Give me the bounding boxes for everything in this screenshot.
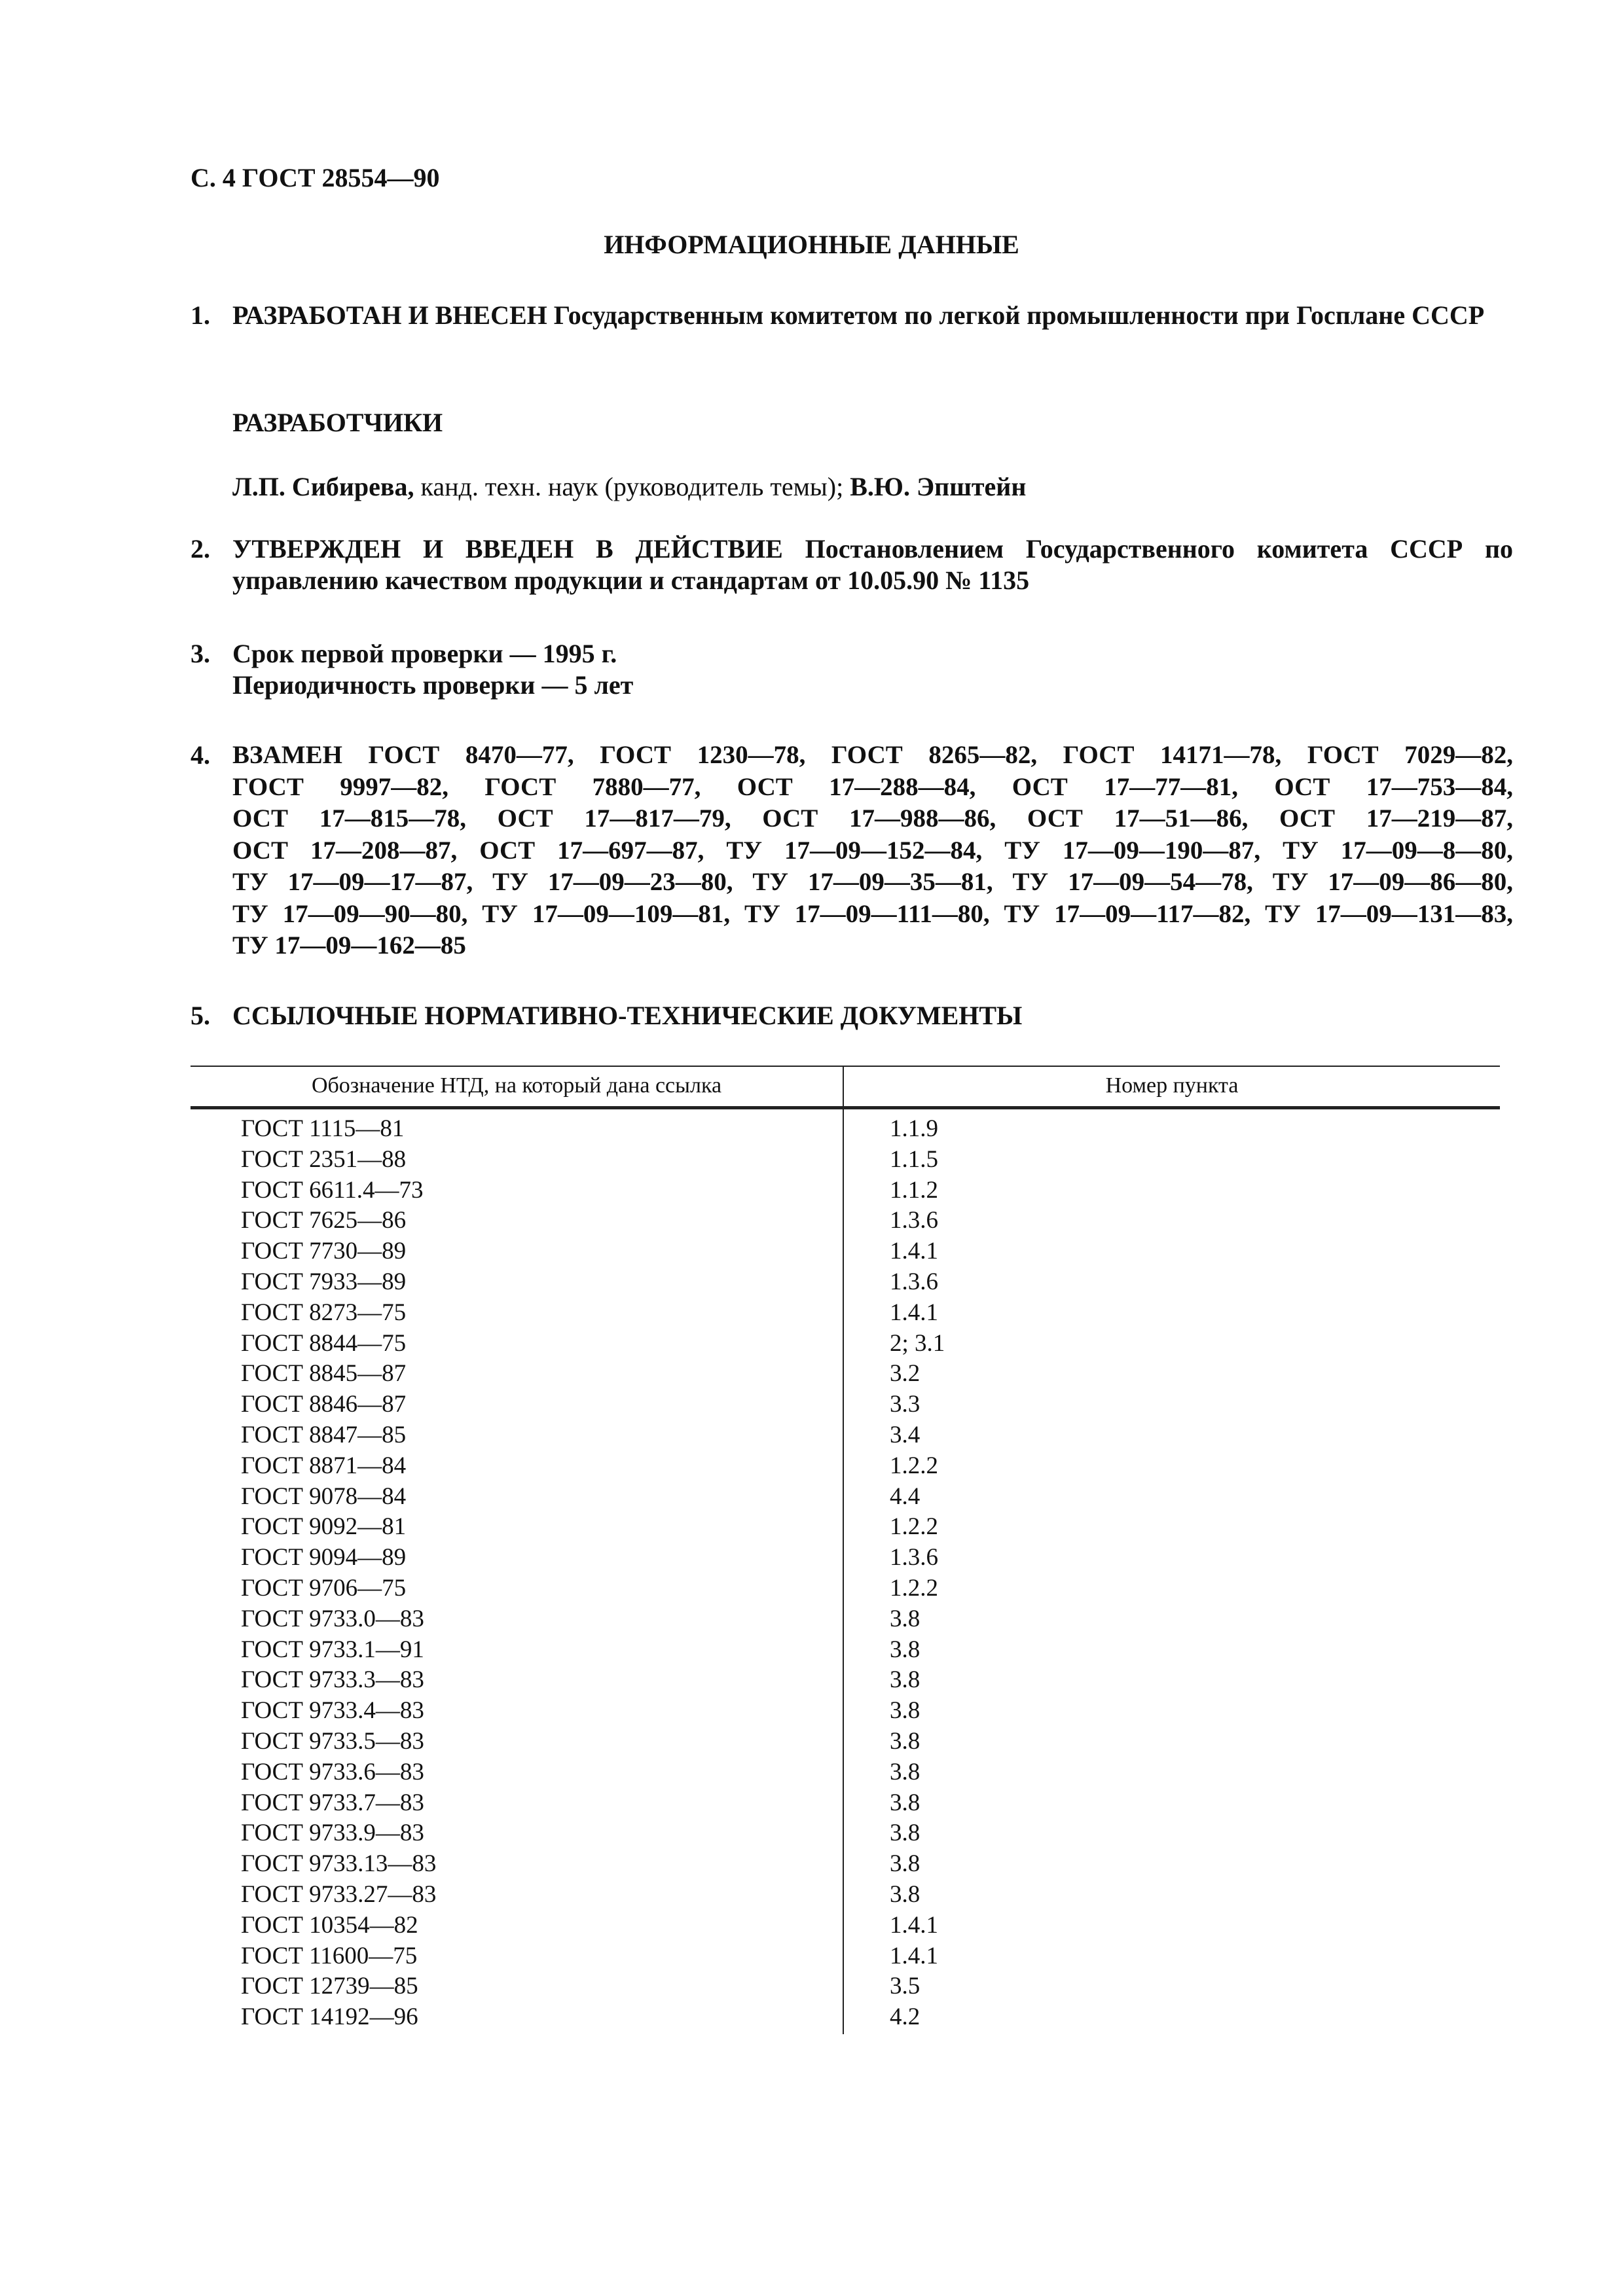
document-designation: ГОСТ 9733.4—83 <box>241 1697 424 1725</box>
clause-number: 3.3 <box>890 1391 921 1418</box>
table-row <box>191 1206 1500 1237</box>
table-row <box>191 1789 1500 1820</box>
clause-number: 1.1.2 <box>890 1176 938 1204</box>
item-3-line-2: Периодичность проверки — 5 лет <box>232 670 634 700</box>
item-1-bold: РАЗРАБОТАН И ВНЕСЕН <box>232 300 547 330</box>
item-4-number: 4. <box>191 740 210 770</box>
document-designation: ГОСТ 9733.9—83 <box>241 1820 424 1847</box>
document-designation: ГОСТ 2351—88 <box>241 1145 407 1173</box>
clause-number: 3.8 <box>890 1605 921 1632</box>
document-designation: ГОСТ 8871—84 <box>241 1452 407 1479</box>
clause-number: 1.2.2 <box>890 1513 938 1541</box>
table-row <box>191 1452 1500 1482</box>
table-row <box>191 1299 1500 1329</box>
item-4-line: ГОСТ 9997—82, ГОСТ 7880—77, ОСТ 17—288—84, ОСТ 17—77—81, ОСТ 17—753—84, <box>232 772 1513 801</box>
table-row <box>191 1421 1500 1452</box>
table-row <box>191 1574 1500 1605</box>
document-designation: ГОСТ 7730—89 <box>241 1238 407 1265</box>
clause-number: 3.8 <box>890 1789 921 1816</box>
document-designation: ГОСТ 14192—96 <box>241 2003 418 2031</box>
developer-2: В.Ю. Эпштейн <box>850 472 1027 501</box>
document-designation: ГОСТ 9733.7—83 <box>241 1789 424 1816</box>
item-1-body <box>232 300 1513 331</box>
document-designation: ГОСТ 9092—81 <box>241 1513 407 1541</box>
table-row <box>191 1972 1500 2003</box>
item-4-line: ВЗАМЕН ГОСТ 8470—77, ГОСТ 1230—78, ГОСТ 8265—82, ГОСТ 14171—78, ГОСТ 7029—82, <box>232 741 1513 769</box>
table-row <box>191 2003 1500 2034</box>
table-row <box>191 1145 1500 1176</box>
item-3-number: 3. <box>191 639 210 668</box>
item-4-line: ТУ 17—09—162—85 <box>232 931 466 960</box>
clause-number: 3.2 <box>890 1360 921 1388</box>
document-designation: ГОСТ 8844—75 <box>241 1329 407 1357</box>
clause-number: 1.4.1 <box>890 1942 938 1969</box>
document-designation: ГОСТ 9094—89 <box>241 1544 407 1571</box>
document-designation: ГОСТ 9733.0—83 <box>241 1605 424 1632</box>
table-row <box>191 1727 1500 1758</box>
clause-number: 3.5 <box>890 1973 921 2000</box>
table-row <box>191 1880 1500 1911</box>
table-row <box>191 1605 1500 1636</box>
item-5-number: 5. <box>191 1001 210 1030</box>
clause-number: 3.8 <box>890 1758 921 1785</box>
document-designation: ГОСТ 8845—87 <box>241 1360 407 1388</box>
document-title: ИНФОРМАЦИОННЫЕ ДАННЫЕ <box>604 230 1019 259</box>
clause-number: 3.8 <box>890 1880 921 1908</box>
item-4-line: ОСТ 17—815—78, ОСТ 17—817—79, ОСТ 17—988—86, ОСТ 17—51—86, ОСТ 17—219—87, <box>232 804 1513 833</box>
item-2 <box>191 533 1513 596</box>
document-designation: ГОСТ 6611.4—73 <box>241 1176 424 1204</box>
document-designation: ГОСТ 9733.1—91 <box>241 1636 424 1663</box>
document-designation: ГОСТ 9733.6—83 <box>241 1758 424 1785</box>
clause-number: 1.1.5 <box>890 1145 938 1173</box>
document-designation: ГОСТ 9733.27—83 <box>241 1880 437 1908</box>
clause-number: 1.2.2 <box>890 1574 938 1602</box>
item-2-bold: УТВЕРЖДЕН И ВВЕДЕН В ДЕЙСТВИЕ <box>232 534 783 564</box>
item-4 <box>191 740 1513 962</box>
document-designation: ГОСТ 1115—81 <box>241 1115 405 1142</box>
header-clause-number: Номер пункта <box>1105 1073 1239 1098</box>
developer-1-desc: канд. техн. наук (руководитель темы); <box>420 472 844 501</box>
clause-number: 1.4.1 <box>890 1299 938 1326</box>
clause-number: 1.2.2 <box>890 1452 938 1479</box>
document-designation: ГОСТ 8846—87 <box>241 1391 407 1418</box>
table-body <box>191 1109 1500 2034</box>
clause-number: 1.1.9 <box>890 1115 938 1142</box>
item-2-number: 2. <box>191 534 210 564</box>
table-header <box>191 1066 1500 1109</box>
clause-number: 2; 3.1 <box>890 1329 945 1357</box>
document-designation: ГОСТ 11600—75 <box>241 1942 418 1969</box>
table-row <box>191 1359 1500 1390</box>
item-1-number: 1. <box>191 300 210 330</box>
table-row <box>191 1543 1500 1574</box>
clause-number: 3.8 <box>890 1666 921 1694</box>
document-designation: ГОСТ 8273—75 <box>241 1299 407 1326</box>
clause-number: 4.2 <box>890 2003 921 2031</box>
table-row <box>191 1819 1500 1850</box>
table-row <box>191 1115 1500 1145</box>
item-2-body <box>232 533 1513 596</box>
table-row <box>191 1911 1500 1942</box>
item-2-text: Постановлением Государственного комитета СССР по управлению качеством продукции и стандартам от 10.05.90 № 1135 <box>232 534 1514 595</box>
document-designation: ГОСТ 7625—86 <box>241 1207 407 1234</box>
document-designation: ГОСТ 12739—85 <box>241 1973 418 2000</box>
table-row <box>191 1390 1500 1421</box>
document-designation: ГОСТ 9706—75 <box>241 1574 407 1602</box>
document-designation: ГОСТ 8847—85 <box>241 1421 407 1448</box>
table-row <box>191 1237 1500 1268</box>
item-4-line: ТУ 17—09—17—87, ТУ 17—09—23—80, ТУ 17—09—35—81, ТУ 17—09—54—78, ТУ 17—09—86—80, <box>232 868 1513 896</box>
table-row <box>191 1942 1500 1973</box>
clause-number: 3.8 <box>890 1636 921 1663</box>
item-1 <box>191 300 1513 331</box>
table-row <box>191 1482 1500 1513</box>
document-designation: ГОСТ 9733.13—83 <box>241 1850 437 1878</box>
references-table <box>191 1066 1500 2034</box>
clause-number: 1.3.6 <box>890 1544 938 1571</box>
clause-number: 4.4 <box>890 1482 921 1510</box>
header-document: Обозначение НТД, на который дана ссылка <box>311 1073 722 1098</box>
table-row <box>191 1268 1500 1299</box>
clause-number: 3.8 <box>890 1820 921 1847</box>
item-3-line-1: Срок первой проверки — 1995 г. <box>232 639 617 668</box>
document-designation: ГОСТ 9733.3—83 <box>241 1666 424 1694</box>
clause-number: 3.8 <box>890 1727 921 1755</box>
table-row <box>191 1758 1500 1789</box>
table-row <box>191 1850 1500 1880</box>
item-5 <box>191 1000 1513 1031</box>
table-row <box>191 1636 1500 1666</box>
clause-number: 1.4.1 <box>890 1238 938 1265</box>
table-row <box>191 1329 1500 1360</box>
item-4-line: ТУ 17—09—90—80, ТУ 17—09—109—81, ТУ 17—09—111—80, ТУ 17—09—117—82, ТУ 17—09—131—83, <box>232 899 1513 928</box>
item-4-body <box>232 740 1513 962</box>
item-4-line: ОСТ 17—208—87, ОСТ 17—697—87, ТУ 17—09—152—84, ТУ 17—09—190—87, ТУ 17—09—8—80, <box>232 836 1513 865</box>
developers-heading: РАЗРАБОТЧИКИ <box>232 408 443 437</box>
item-1-text: Государственным комитетом по легкой промышленности при Госплане СССР <box>553 300 1485 330</box>
document-designation: ГОСТ 7933—89 <box>241 1268 407 1295</box>
document-designation: ГОСТ 9078—84 <box>241 1482 407 1510</box>
clause-number: 3.4 <box>890 1421 921 1448</box>
clause-number: 1.4.1 <box>890 1911 938 1939</box>
table-row <box>191 1513 1500 1543</box>
clause-number: 1.3.6 <box>890 1207 938 1234</box>
clause-number: 3.8 <box>890 1850 921 1878</box>
item-5-title: ССЫЛОЧНЫЕ НОРМАТИВНО-ТЕХНИЧЕСКИЕ ДОКУМЕНТЫ <box>232 1001 1023 1030</box>
item-3 <box>191 638 1513 701</box>
document-designation: ГОСТ 10354—82 <box>241 1911 418 1939</box>
item-3-body <box>232 638 1513 701</box>
table-row <box>191 1176 1500 1207</box>
clause-number: 1.3.6 <box>890 1268 938 1295</box>
developers-line <box>232 471 1026 502</box>
developer-1: Л.П. Сибирева, <box>232 472 414 501</box>
clause-number: 3.8 <box>890 1697 921 1725</box>
document-designation: ГОСТ 9733.5—83 <box>241 1727 424 1755</box>
table-row <box>191 1666 1500 1696</box>
page-header: С. 4 ГОСТ 28554—90 <box>191 163 440 192</box>
table-row <box>191 1696 1500 1727</box>
